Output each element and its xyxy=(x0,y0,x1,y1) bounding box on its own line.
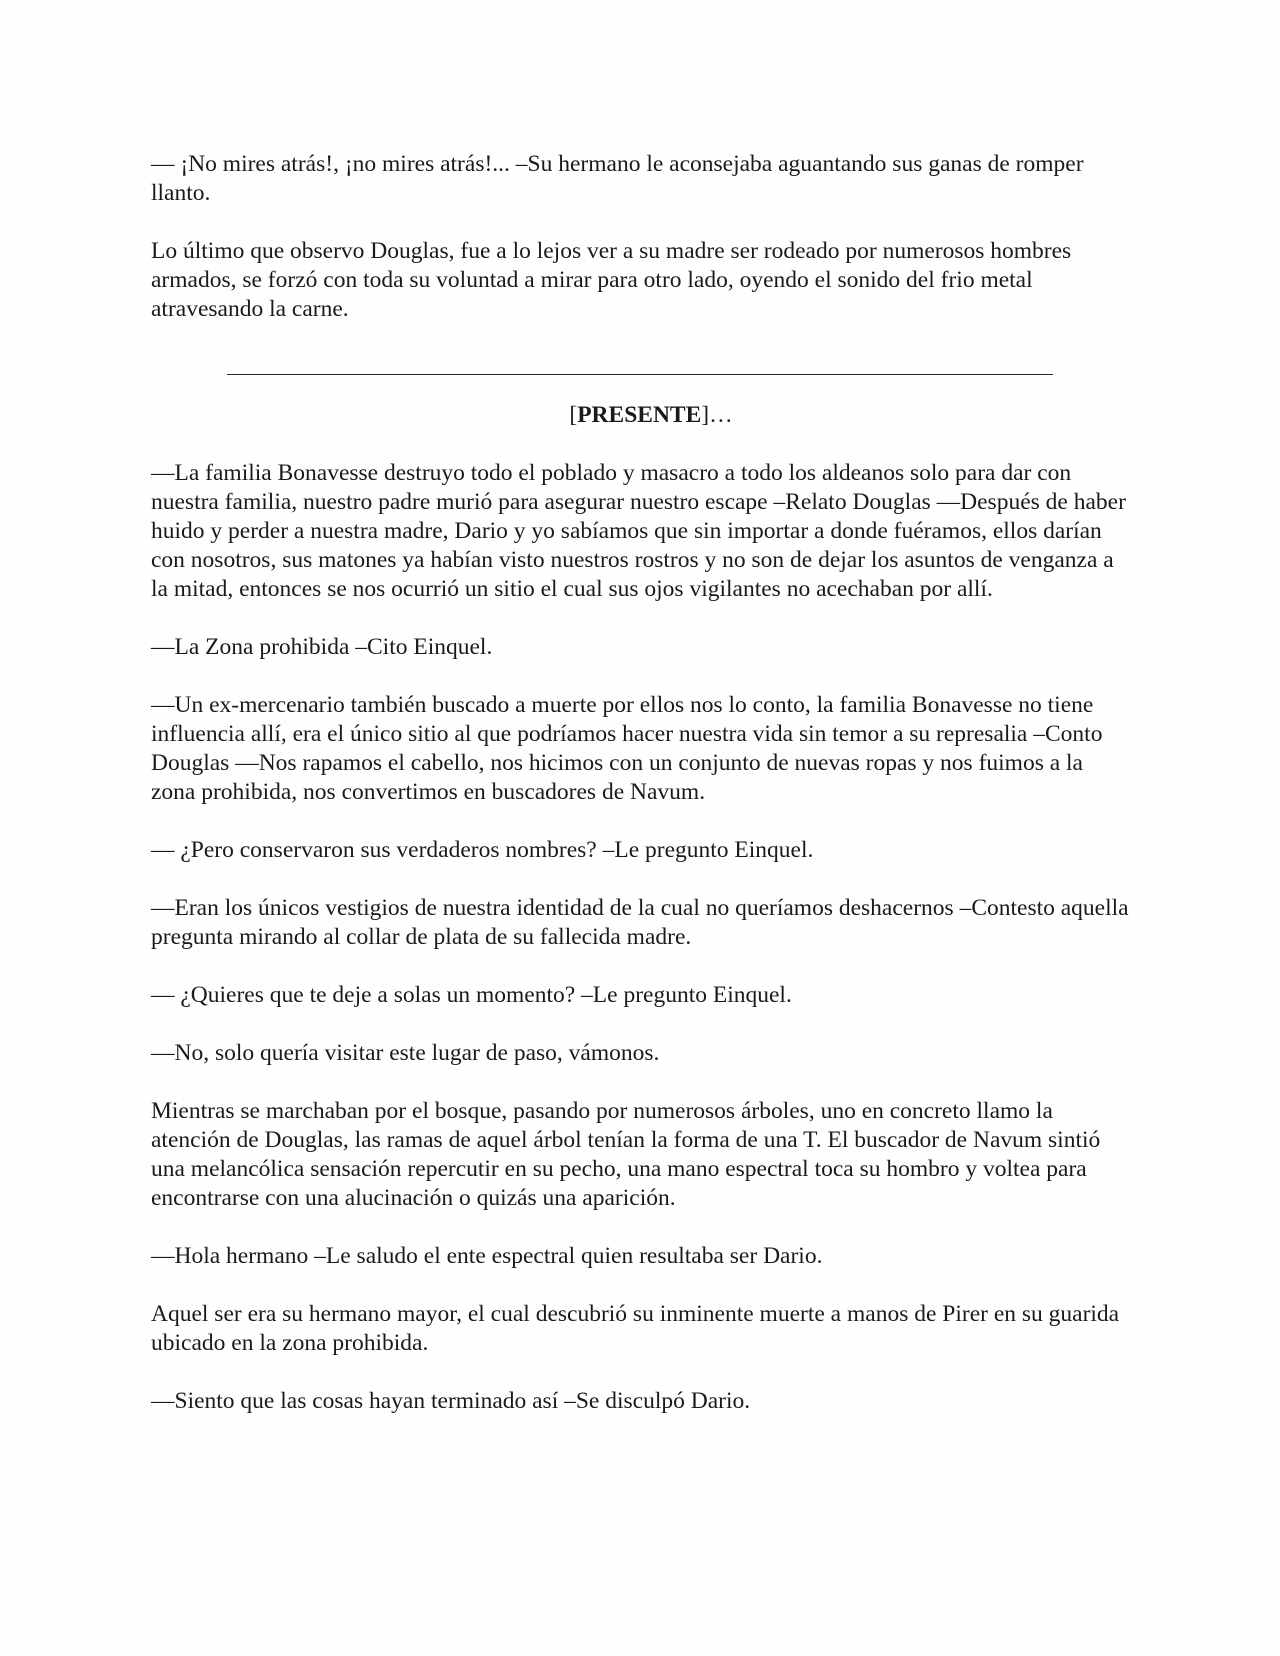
paragraph: — ¡No mires atrás!, ¡no mires atrás!... –Su hermano le aconsejaba aguantando sus ganas de romper llanto. xyxy=(151,151,1084,206)
heading-open-bracket: [ xyxy=(569,402,578,428)
paragraph: — ¿Pero conservaron sus verdaderos nombres? –Le pregunto Einquel. xyxy=(151,837,814,863)
paragraph: — ¿Quieres que te deje a solas un momento? –Le pregunto Einquel. xyxy=(151,982,792,1008)
document-body xyxy=(151,150,1131,1445)
paragraph: —Siento que las cosas hayan terminado así –Se disculpó Dario. xyxy=(151,1388,751,1414)
paragraph: —La Zona prohibida –Cito Einquel. xyxy=(151,634,493,660)
paragraph: Mientras se marchaban por el bosque, pasando por numerosos árboles, uno en concreto llamo la atención de Douglas, las ramas de aquel árbol tenían la forma de una T. El buscador de Navum sintió una melancólica sensación repercutir en su pecho, una mano espectral toca su hombro y voltea para encontrarse con una alucinación o quizás una aparición. xyxy=(151,1098,1101,1211)
paragraph: —Hola hermano –Le saludo el ente espectral quien resultaba ser Dario. xyxy=(151,1243,823,1269)
section-heading xyxy=(151,401,1151,430)
paragraph: —No, solo quería visitar este lugar de paso, vámonos. xyxy=(151,1040,660,1066)
paragraph: —Un ex-mercenario también buscado a muerte por ellos nos lo conto, la familia Bonavesse no tiene influencia allí, era el único sitio al que podríamos hacer nuestra vida sin temor a su represalia –Conto Douglas —Nos rapamos el cabello, nos hicimos con un conjunto de nuevas ropas y nos fuimos a la zona prohibida, nos convertimos en buscadores de Navum. xyxy=(151,692,1103,805)
section-divider xyxy=(227,374,1053,375)
heading-label: PRESENTE xyxy=(577,402,702,428)
paragraph: —La familia Bonavesse destruyo todo el poblado y masacro a todo los aldeanos solo para dar con nuestra familia, nuestro padre murió para asegurar nuestro escape –Relato Douglas —Después de haber huido y perder a nuestra madre, Dario y yo sabíamos que sin importar a donde fuéramos, ellos darían con nosotros, sus matones ya habían visto nuestros rostros y no son de dejar los asuntos de venganza a la mitad, entonces se nos ocurrió un sitio el cual sus ojos vigilantes no acechaban por allí. xyxy=(151,460,1126,602)
paragraph: —Eran los únicos vestigios de nuestra identidad de la cual no queríamos deshacernos –Contesto aquella pregunta mirando al collar de plata de su fallecida madre. xyxy=(151,895,1129,950)
heading-close: ]… xyxy=(701,402,733,428)
paragraph: Aquel ser era su hermano mayor, el cual descubrió su inminente muerte a manos de Pirer en su guarida ubicado en la zona prohibida. xyxy=(151,1301,1120,1356)
paragraph: Lo último que observo Douglas, fue a lo lejos ver a su madre ser rodeado por numerosos hombres armados, se forzó con toda su voluntad a mirar para otro lado, oyendo el sonido del frio metal atravesando la carne. xyxy=(151,238,1072,322)
